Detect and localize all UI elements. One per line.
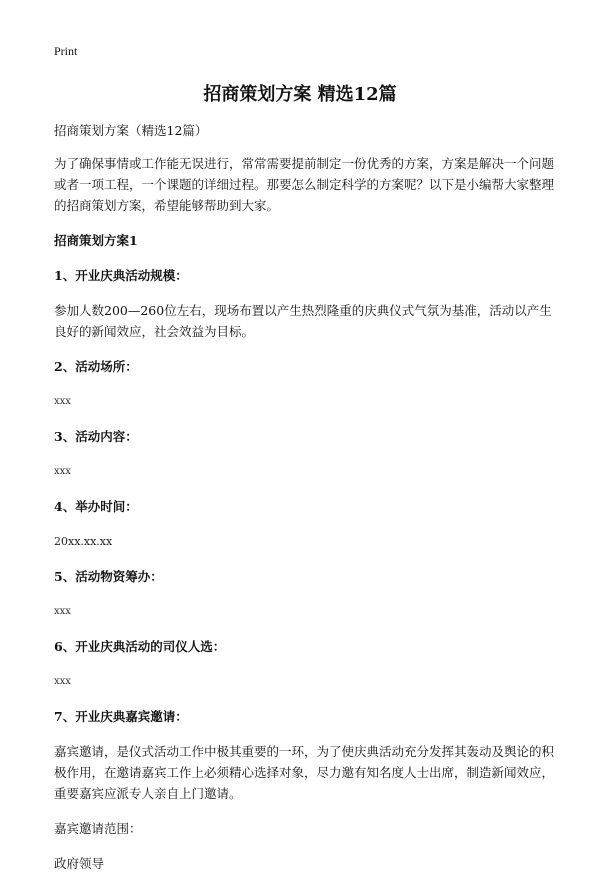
document-subtitle: 招商策划方案（精选12篇）	[54, 123, 208, 138]
document-title: 招商策划方案 精选12篇	[203, 84, 397, 105]
item-6-text: xxx	[54, 676, 71, 687]
item-3-heading: 3、活动内容：	[54, 429, 138, 444]
item-3-text: xxx	[54, 466, 71, 477]
item-2-heading: 2、活动场所：	[54, 359, 138, 374]
item-7-text: 嘉宾邀请，是仪式活动工作中极其重要的一环，为了使庆典活动充分发挥其轰动及舆论的积极作用，在邀请嘉宾工作上必须精心选择对象，尽力邀有知名度人士出席，制造新闻效应，重要嘉宾应派专人亲自上门邀请。	[54, 744, 555, 801]
item-1-heading: 1、开业庆典活动规模：	[54, 268, 188, 283]
item-2-text: xxx	[54, 396, 71, 407]
item-6-heading: 6、开业庆典活动的司仪人选：	[54, 639, 226, 654]
print-label: Print	[54, 44, 78, 58]
range-label: 嘉宾邀请范围：	[54, 821, 142, 836]
range-first-item: 政府领导	[54, 856, 105, 871]
item-5-text: xxx	[54, 606, 71, 617]
item-7-heading: 7、开业庆典嘉宾邀请：	[54, 709, 188, 724]
intro-paragraph: 为了确保事情或工作能无误进行，常常需要提前制定一份优秀的方案，方案是解决一个问题或者一项工程，一个课题的详细过程。那要怎么制定科学的方案呢？以下是小编帮大家整理的招商策划方案，希望能够帮助到大家。	[54, 156, 555, 213]
document-body	[54, 120, 554, 888]
item-4-heading: 4、举办时间：	[54, 499, 138, 514]
item-4-text: 20xx.xx.xx	[54, 535, 113, 548]
item-5-heading: 5、活动物资筹办：	[54, 569, 163, 584]
item-1-text: 参加人数200—260位左右，现场布置以产生热烈隆重的庆典仪式气氛为基准，活动以产生良好的新闻效应，社会效益为目标。	[54, 303, 552, 339]
section-title: 招商策划方案1	[54, 233, 138, 248]
